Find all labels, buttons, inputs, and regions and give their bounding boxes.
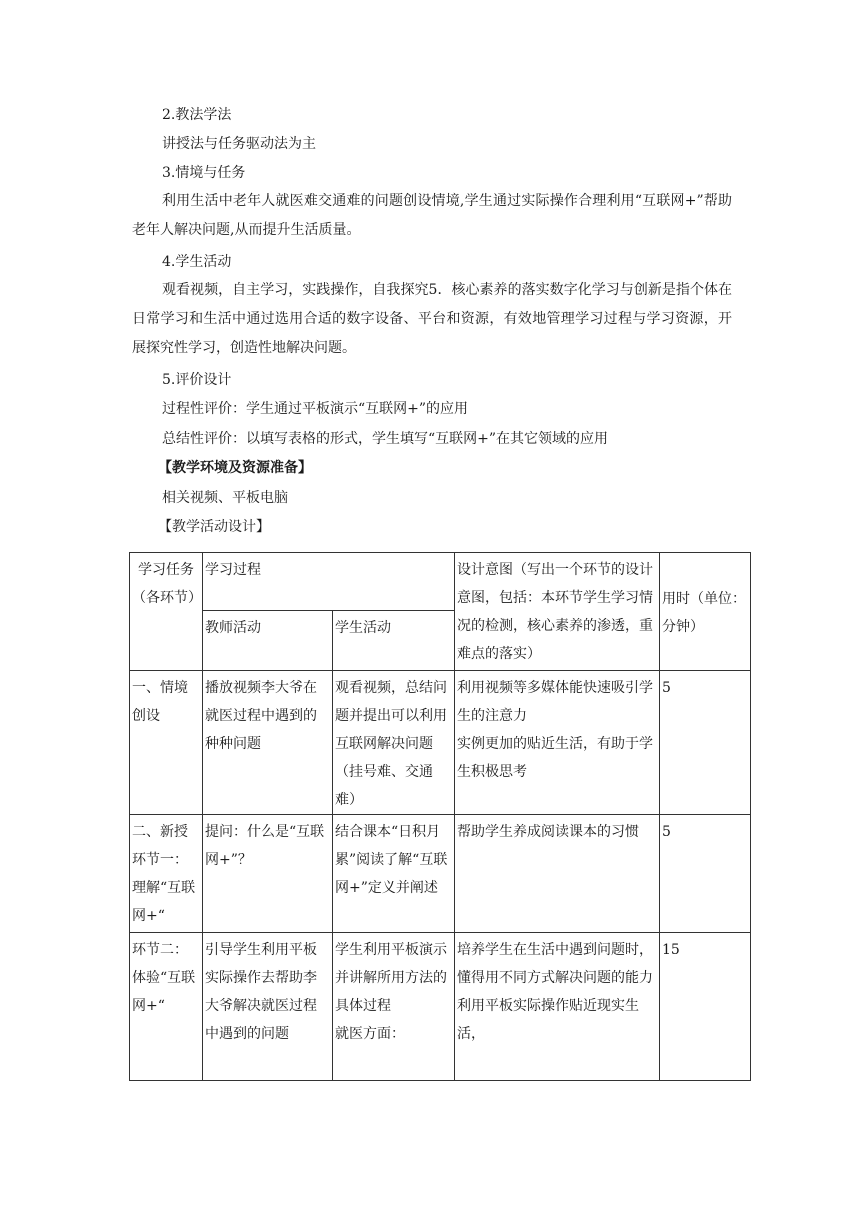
row-task: 环节二：体验“互联网+“ [130,933,203,1081]
row-intent: 帮助学生养成阅读课本的习惯 [455,815,660,933]
table-header-row [130,553,751,611]
row-task: 二、新授环节一：理解“互联网+“ [130,815,203,933]
activity-design-table [129,552,751,1081]
eval-process-text: 过程性评价：学生通过平板演示“互联网+”的应用 [162,401,469,417]
table-row [130,815,751,933]
header-process: 学习过程 [203,553,455,611]
header-time: 用时（单位：分钟） [660,553,751,671]
heading-method: 2.教法学法 [162,107,232,123]
heading-eval: 5.评价设计 [162,372,232,388]
table-row [130,671,751,815]
row-intent: 利用视频等多媒体能快速吸引学生的注意力 实例更加的贴近生活，有助于学生积极思考 [455,671,660,815]
context-text: 利用生活中老年人就医难交通难的问题创设情境,学生通过实际操作合理利用“互联网+”帮助老年人解决问题,从而提升生活质量。 [132,193,732,238]
heading-context: 3.情境与任务 [162,165,246,181]
row-student: 观看视频，总结问题并提出可以利用互联网解决问题（挂号难、交通难） [333,671,455,815]
row-teacher: 引导学生利用平板实际操作去帮助李大爷解决就医过程中遇到的问题 [203,933,333,1081]
header-student: 学生活动 [333,611,455,671]
heading-activity: 4.学生活动 [162,254,232,270]
row-task: 一、情境创设 [130,671,203,815]
row-intent: 培养学生在生活中遇到问题时，懂得用不同方式解决问题的能力 利用平板实际操作贴近现实生活， [455,933,660,1081]
eval-summary-text: 总结性评价：以填写表格的形式，学生填写“互联网+”在其它领域的应用 [162,431,609,447]
activity-text: 观看视频，自主学习，实践操作，自我探究5．核心素养的落实数字化学习与创新是指个体在日常学习和生活中通过选用合适的数字设备、平台和资源，有效地管理学习过程与学习资源，开展探究性学习，创造性地解决问题。 [132,282,732,356]
environment-text: 相关视频、平板电脑 [162,490,288,506]
header-task: 学习任务（各环节） [130,553,203,671]
header-teacher: 教师活动 [203,611,333,671]
row-student: 学生利用平板演示并讲解所用方法的具体过程 就医方面： [333,933,455,1081]
heading-environment: 【教学环境及资源准备】 [158,460,312,476]
header-intent: 设计意图（写出一个环节的设计意图，包括：本环节学生学习情况的检测，核心素养的渗透，重难点的落实） [455,553,660,671]
method-text: 讲授法与任务驱动法为主 [162,136,316,152]
row-teacher: 播放视频李大爷在就医过程中遇到的种种问题 [203,671,333,815]
heading-activity-design: 【教学活动设计】 [158,519,270,535]
row-time: 15 [660,933,751,1081]
table-row [130,933,751,1081]
row-time: 5 [660,815,751,933]
row-time: 5 [660,671,751,815]
row-student: 结合课本“日积月累”阅读了解“互联网+”定义并阐述 [333,815,455,933]
row-teacher: 提问：什么是“互联网+”？ [203,815,333,933]
